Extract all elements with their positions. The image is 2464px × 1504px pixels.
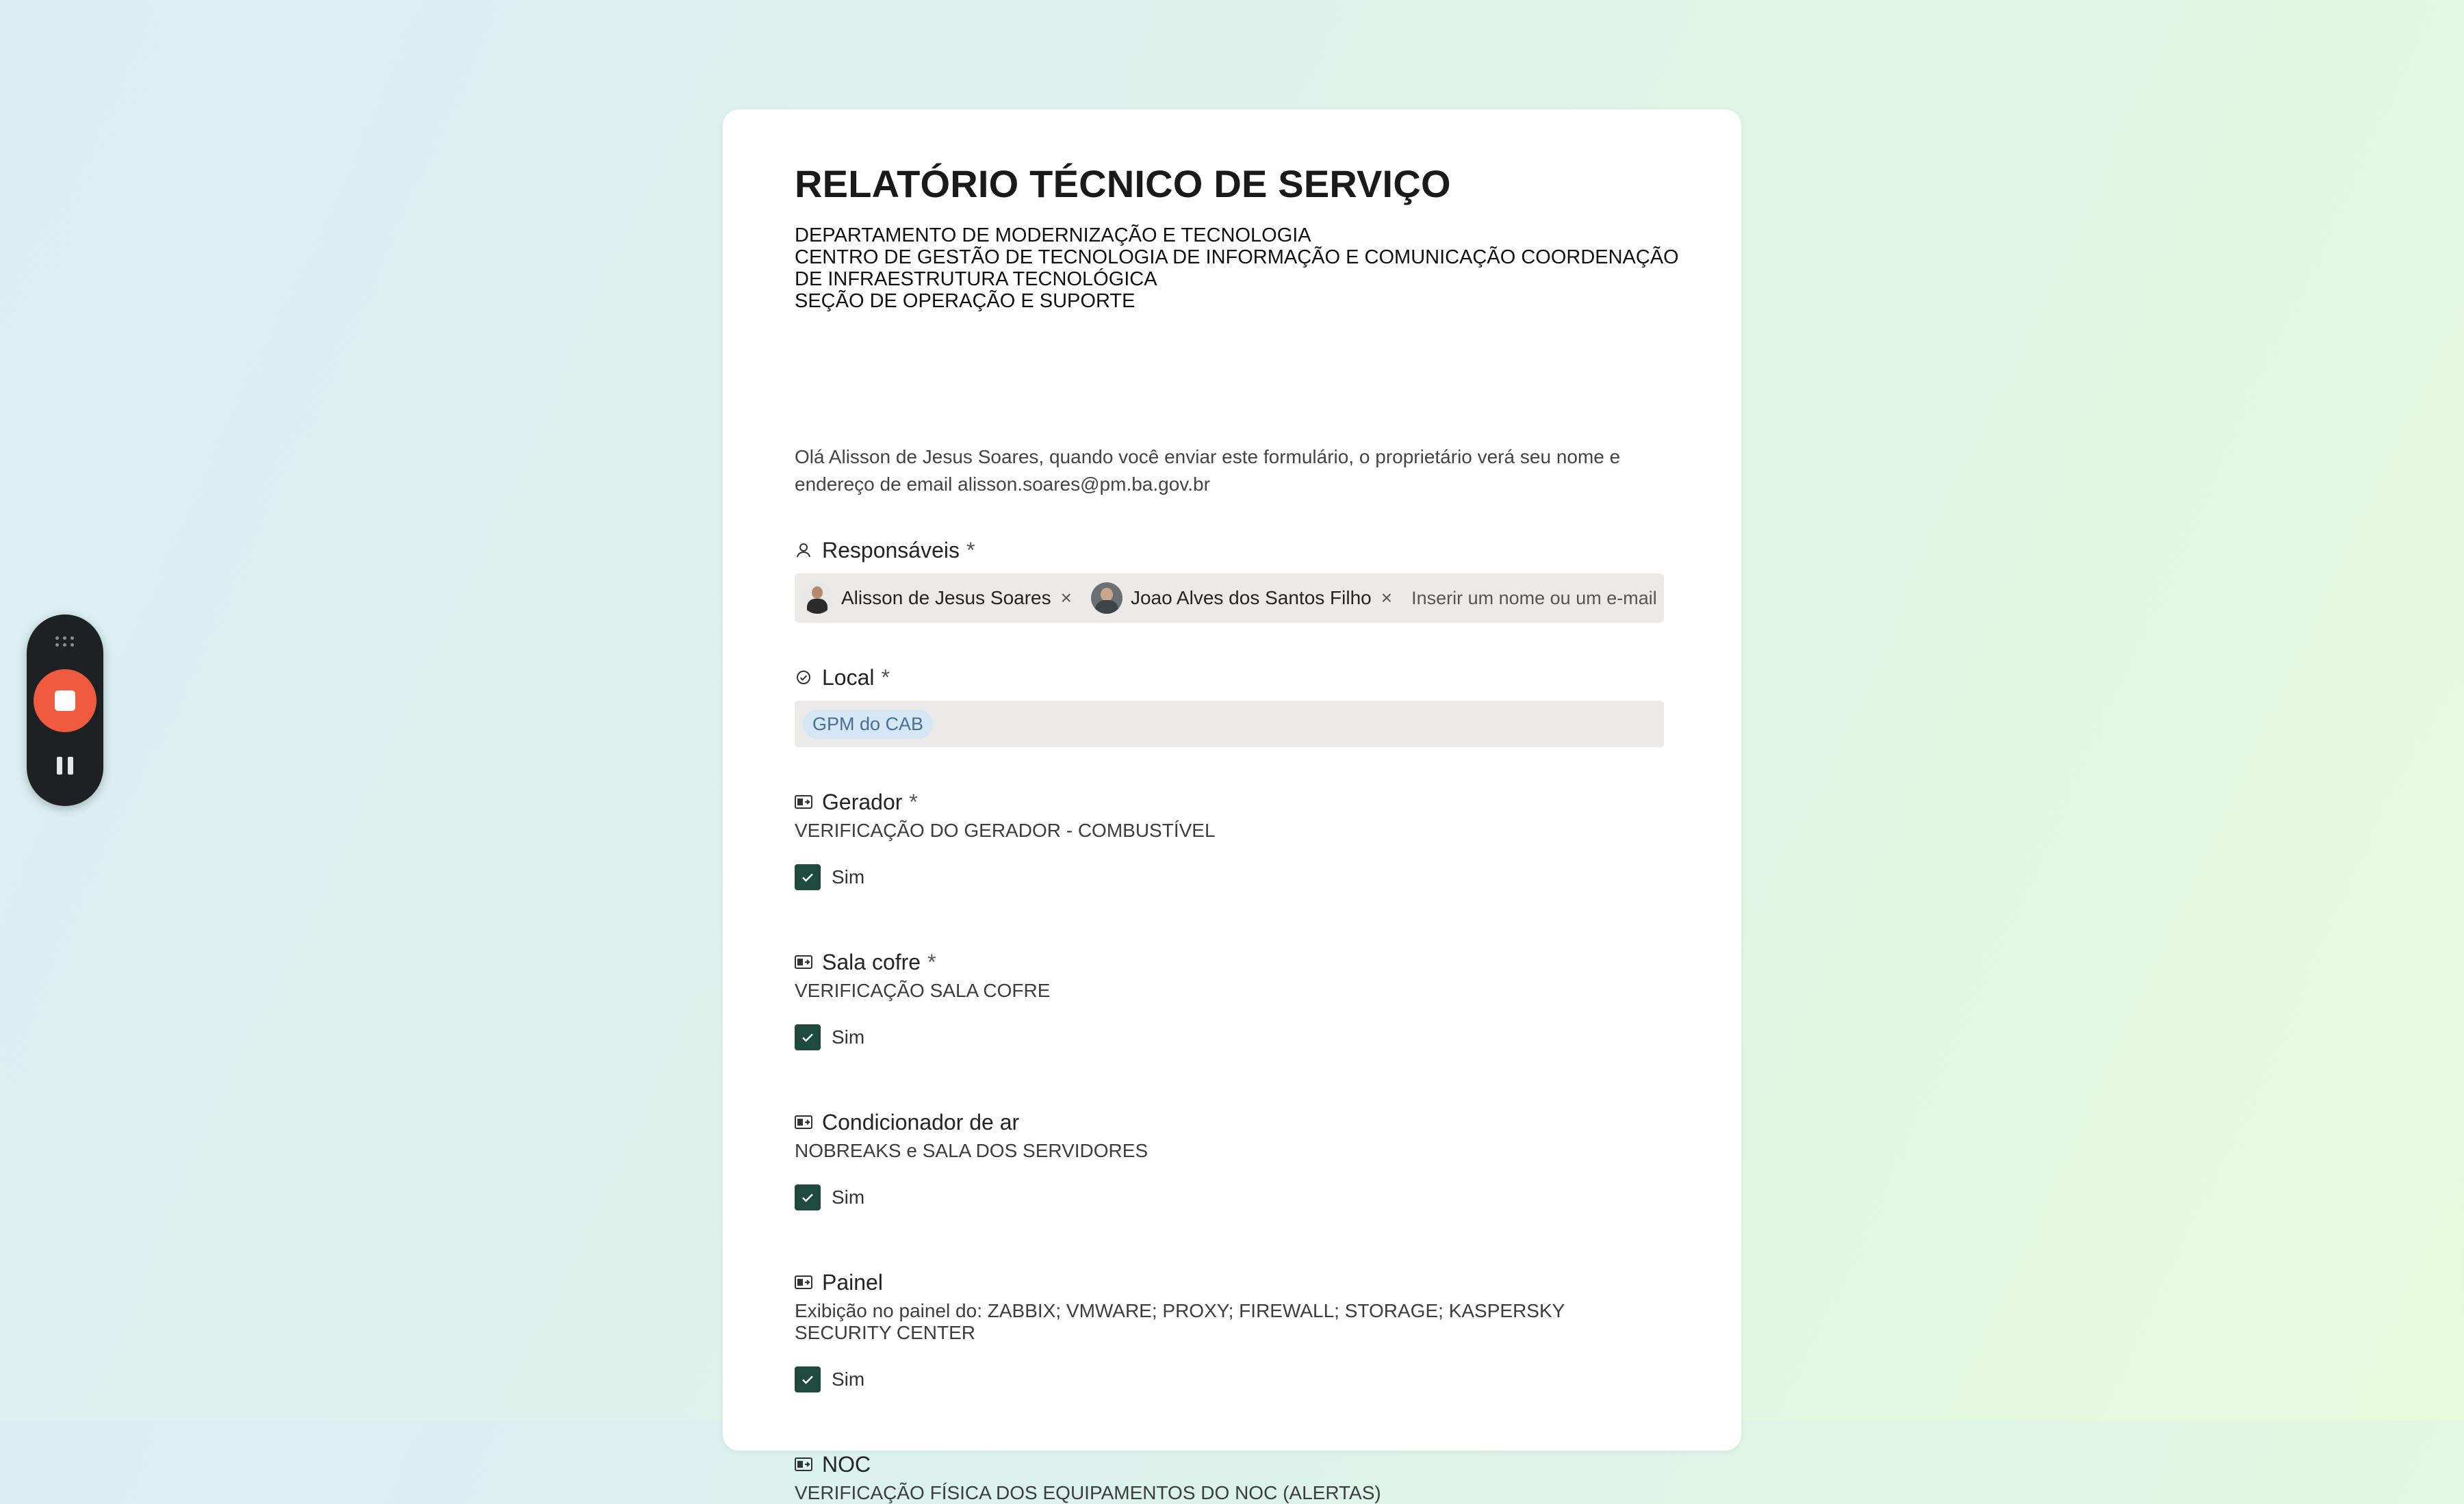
option-label: Sim	[832, 1026, 865, 1048]
question-label: Gerador	[822, 789, 903, 814]
people-search-input[interactable]: Inserir um nome ou um e-mail	[1411, 587, 1657, 608]
required-marker: *	[966, 537, 975, 562]
checkmark-icon	[799, 869, 816, 885]
question-condicionador	[795, 1108, 1664, 1211]
checkmark-icon	[799, 1371, 816, 1388]
question-label: Painel	[822, 1269, 883, 1295]
person-name: Joao Alves dos Santos Filho	[1130, 587, 1372, 608]
avatar	[1091, 582, 1122, 614]
choice-icon	[795, 793, 812, 811]
form-title: RELATÓRIO TÉCNICO DE SERVIÇO	[795, 162, 1451, 205]
person-chip	[801, 582, 1072, 614]
question-description	[795, 1300, 1664, 1344]
question-description: VERIFICAÇÃO SALA COFRE	[795, 980, 1051, 1001]
question-gerador	[795, 788, 1664, 891]
question-description: NOBREAKS e SALA DOS SERVIDORES	[795, 1140, 1148, 1161]
avatar	[801, 582, 833, 614]
description-line: SECURITY CENTER	[795, 1322, 975, 1343]
option-sim[interactable]	[795, 1024, 1664, 1051]
selected-tag[interactable]: GPM do CAB	[803, 710, 933, 739]
question-label: Sala cofre	[822, 949, 921, 974]
question-local	[795, 664, 1664, 747]
greeting-line: endereço de email alisson.soares@pm.ba.gov.br	[795, 474, 1210, 495]
question-responsaveis	[795, 536, 1664, 623]
question-label: NOC	[822, 1451, 871, 1477]
required-marker: *	[909, 789, 918, 814]
option-sim[interactable]	[795, 864, 1664, 891]
option-label: Sim	[832, 1369, 865, 1390]
checkmark-icon	[799, 1189, 816, 1206]
option-sim[interactable]	[795, 1184, 1664, 1211]
checkbox-checked[interactable]	[795, 864, 821, 890]
person-name: Alisson de Jesus Soares	[841, 587, 1051, 608]
question-description: VERIFICAÇÃO DO GERADOR - COMBUSTÍVEL	[795, 820, 1216, 841]
required-marker: *	[881, 664, 890, 690]
drag-handle-icon[interactable]	[55, 635, 75, 649]
choice-icon	[795, 1455, 812, 1473]
subtitle-line: DEPARTAMENTO DE MODERNIZAÇÃO E TECNOLOGIA	[795, 224, 1311, 246]
stop-icon	[55, 690, 75, 711]
option-sim[interactable]	[795, 1366, 1664, 1393]
pause-button[interactable]	[54, 754, 76, 777]
subtitle-line: SEÇÃO DE OPERAÇÃO E SUPORTE	[795, 290, 1135, 312]
choice-icon	[795, 1273, 812, 1291]
question-description: VERIFICAÇÃO FÍSICA DOS EQUIPAMENTOS DO NOC (ALERTAS)	[795, 1482, 1381, 1503]
question-sala-cofre	[795, 948, 1664, 1051]
remove-person-icon[interactable]: ×	[1381, 587, 1393, 608]
stop-recording-button[interactable]	[34, 669, 97, 732]
checkbox-checked[interactable]	[795, 1366, 821, 1392]
person-icon	[795, 541, 812, 559]
checkmark-icon	[799, 1029, 816, 1046]
question-noc	[795, 1451, 1664, 1504]
checkbox-checked[interactable]	[795, 1184, 821, 1210]
form-subtitle	[795, 224, 1679, 312]
check-circle-icon	[795, 669, 812, 686]
description-line: Exibição no painel do: ZABBIX; VMWARE; PROXY; FIREWALL; STORAGE; KASPERSKY	[795, 1300, 1565, 1321]
required-marker: *	[927, 949, 936, 974]
people-picker[interactable]	[795, 573, 1664, 623]
greeting-text	[795, 443, 1664, 498]
greeting-line: Olá Alisson de Jesus Soares, quando você enviar este formulário, o proprietário verá seu nome e	[795, 446, 1621, 467]
choice-icon	[795, 953, 812, 971]
subtitle-line: DE INFRAESTRUTURA TECNOLÓGICA	[795, 268, 1157, 290]
subtitle-line: CENTRO DE GESTÃO DE TECNOLOGIA DE INFORMAÇÃO E COMUNICAÇÃO COORDENAÇÃO	[795, 246, 1679, 268]
local-select[interactable]	[795, 701, 1664, 747]
recorder-widget	[27, 614, 103, 806]
option-label: Sim	[832, 866, 865, 887]
question-label: Responsáveis	[822, 537, 960, 562]
option-label: Sim	[832, 1187, 865, 1208]
remove-person-icon[interactable]: ×	[1060, 587, 1072, 608]
question-label: Condicionador de ar	[822, 1109, 1020, 1135]
checkbox-checked[interactable]	[795, 1024, 821, 1050]
choice-icon	[795, 1113, 812, 1131]
question-label: Local	[822, 664, 875, 690]
person-chip	[1091, 582, 1392, 614]
form-card	[723, 109, 1741, 1503]
question-painel	[795, 1269, 1664, 1393]
